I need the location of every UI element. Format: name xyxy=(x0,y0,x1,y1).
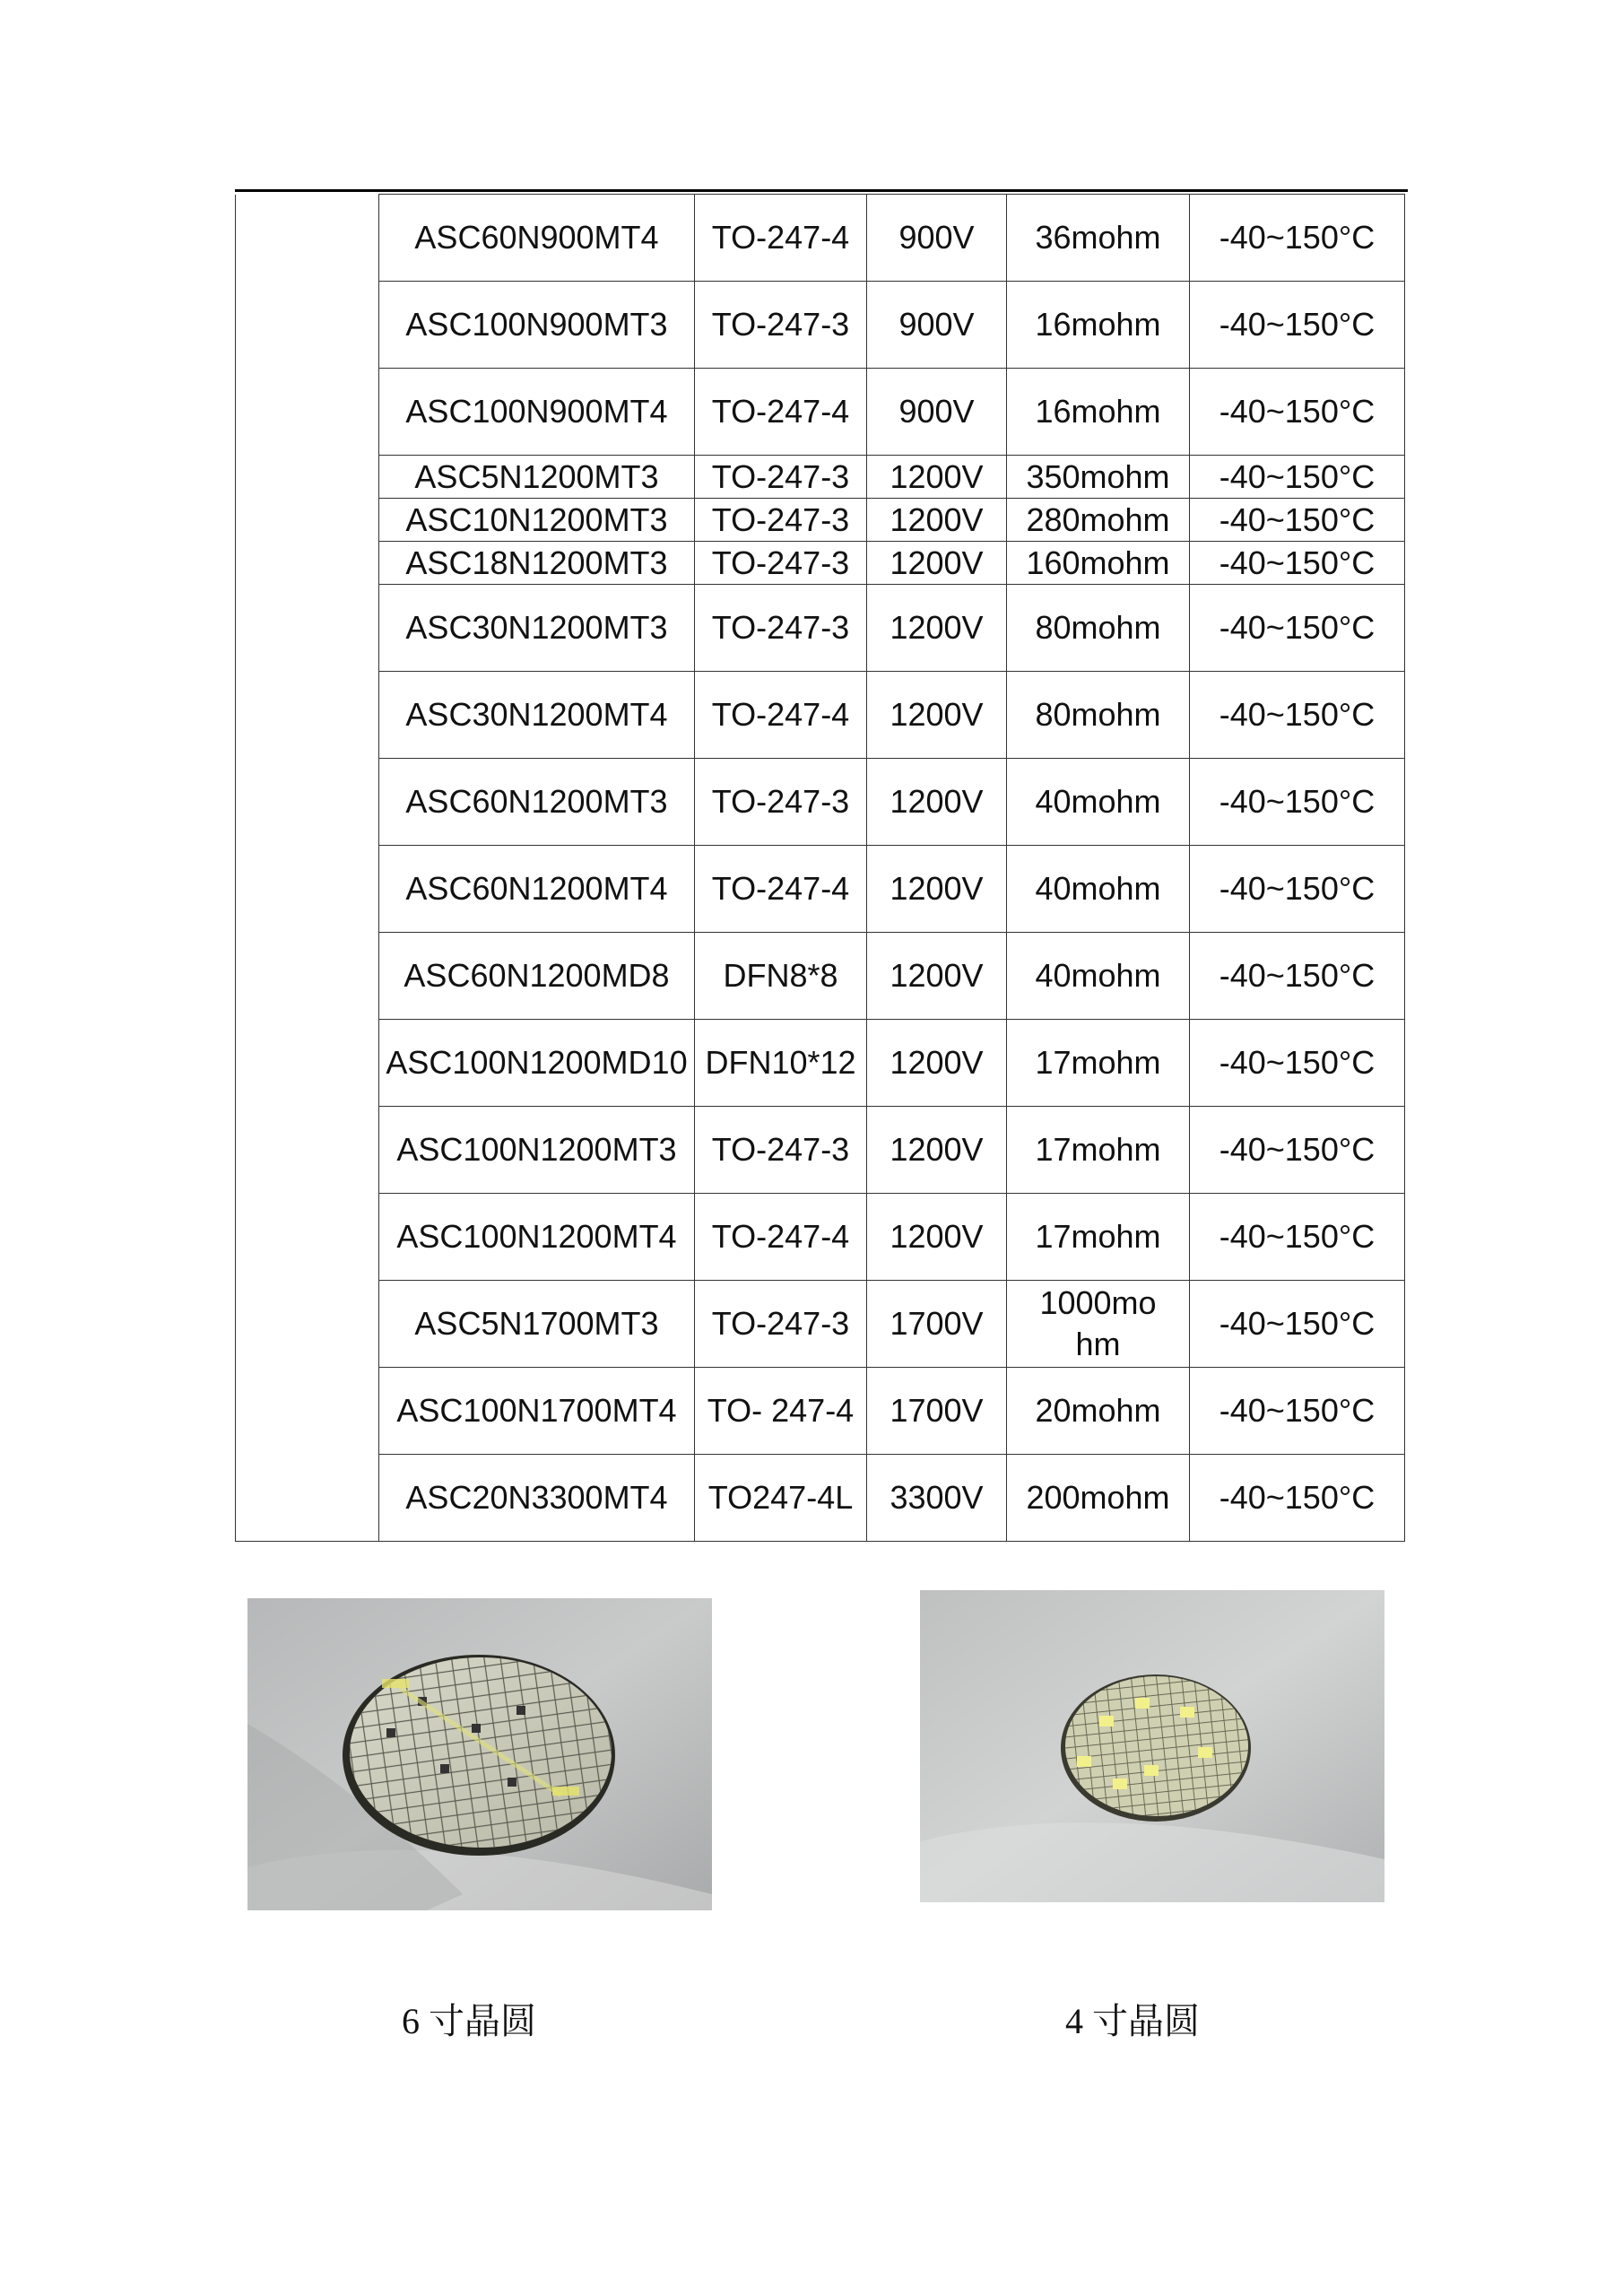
package-cell: TO247-4L xyxy=(695,1455,867,1542)
table-row xyxy=(236,933,1405,1020)
rds-on-cell: 40mohm xyxy=(1007,759,1190,846)
temperature-range-cell: -40~150°C xyxy=(1190,1368,1405,1455)
voltage-cell: 1700V xyxy=(867,1368,1007,1455)
voltage-cell: 3300V xyxy=(867,1455,1007,1542)
voltage-cell: 1200V xyxy=(867,542,1007,585)
rds-on-cell: 17mohm xyxy=(1007,1020,1190,1107)
voltage-cell: 1200V xyxy=(867,672,1007,759)
table-top-rule xyxy=(235,189,1408,192)
rds-on-cell: 16mohm xyxy=(1007,282,1190,369)
temperature-range-cell: -40~150°C xyxy=(1190,369,1405,456)
part-number-cell: ASC60N1200MT3 xyxy=(379,759,695,846)
rds-on-cell: 350mohm xyxy=(1007,456,1190,499)
table-row xyxy=(236,369,1405,456)
package-cell: TO-247-3 xyxy=(695,456,867,499)
table-row xyxy=(236,1368,1405,1455)
voltage-cell: 900V xyxy=(867,195,1007,282)
rds-on-cell: 17mohm xyxy=(1007,1194,1190,1281)
rds-on-cell: 20mohm xyxy=(1007,1368,1190,1455)
package-cell: TO-247-3 xyxy=(695,542,867,585)
temperature-range-cell: -40~150°C xyxy=(1190,499,1405,542)
rds-on-cell: 36mohm xyxy=(1007,195,1190,282)
table-row xyxy=(236,585,1405,672)
package-cell: TO-247-3 xyxy=(695,499,867,542)
rds-on-cell: 80mohm xyxy=(1007,585,1190,672)
package-cell: TO-247-3 xyxy=(695,282,867,369)
part-number-cell: ASC100N1200MT3 xyxy=(379,1107,695,1194)
temperature-range-cell: -40~150°C xyxy=(1190,1194,1405,1281)
temperature-range-cell: -40~150°C xyxy=(1190,456,1405,499)
package-cell: TO-247-4 xyxy=(695,195,867,282)
table-row xyxy=(236,672,1405,759)
part-number-cell: ASC100N900MT4 xyxy=(379,369,695,456)
rds-on-cell: 16mohm xyxy=(1007,369,1190,456)
voltage-cell: 1200V xyxy=(867,759,1007,846)
wafer-4inch-photo xyxy=(920,1590,1384,1902)
package-cell: DFN10*12 xyxy=(695,1020,867,1107)
temperature-range-cell: -40~150°C xyxy=(1190,759,1405,846)
part-number-cell: ASC100N900MT3 xyxy=(379,282,695,369)
voltage-cell: 1200V xyxy=(867,585,1007,672)
rds-on-cell: 200mohm xyxy=(1007,1455,1190,1542)
temperature-range-cell: -40~150°C xyxy=(1190,1020,1405,1107)
package-cell: TO-247-3 xyxy=(695,1107,867,1194)
package-cell: DFN8*8 xyxy=(695,933,867,1020)
rds-on-cell: 40mohm xyxy=(1007,933,1190,1020)
part-number-cell: ASC20N3300MT4 xyxy=(379,1455,695,1542)
table-row xyxy=(236,499,1405,542)
part-number-cell: ASC100N1200MT4 xyxy=(379,1194,695,1281)
temperature-range-cell: -40~150°C xyxy=(1190,933,1405,1020)
table-row xyxy=(236,195,1405,282)
voltage-cell: 1200V xyxy=(867,846,1007,933)
rds-on-cell: 40mohm xyxy=(1007,846,1190,933)
voltage-cell: 900V xyxy=(867,282,1007,369)
part-number-cell: ASC60N1200MT4 xyxy=(379,846,695,933)
temperature-range-cell: -40~150°C xyxy=(1190,542,1405,585)
part-number-cell: ASC30N1200MT4 xyxy=(379,672,695,759)
package-cell: TO-247-4 xyxy=(695,846,867,933)
temperature-range-cell: -40~150°C xyxy=(1190,585,1405,672)
part-number-cell: ASC30N1200MT3 xyxy=(379,585,695,672)
table-body xyxy=(236,195,1405,1542)
table-row xyxy=(236,1107,1405,1194)
part-number-cell: ASC10N1200MT3 xyxy=(379,499,695,542)
table-row xyxy=(236,1194,1405,1281)
table-row xyxy=(236,542,1405,585)
package-cell: TO-247-3 xyxy=(695,1281,867,1368)
package-cell: TO- 247-4 xyxy=(695,1368,867,1455)
voltage-cell: 1200V xyxy=(867,456,1007,499)
temperature-range-cell: -40~150°C xyxy=(1190,282,1405,369)
part-number-cell: ASC5N1700MT3 xyxy=(379,1281,695,1368)
table-row xyxy=(236,282,1405,369)
voltage-cell: 1200V xyxy=(867,933,1007,1020)
part-number-cell: ASC18N1200MT3 xyxy=(379,542,695,585)
wafer-6inch-caption: 6 寸晶圆 xyxy=(402,2001,536,2041)
package-cell: TO-247-4 xyxy=(695,1194,867,1281)
table-row xyxy=(236,759,1405,846)
part-number-cell: ASC60N1200MD8 xyxy=(379,933,695,1020)
package-cell: TO-247-4 xyxy=(695,672,867,759)
part-number-cell: ASC5N1200MT3 xyxy=(379,456,695,499)
voltage-cell: 1200V xyxy=(867,499,1007,542)
table-row xyxy=(236,1281,1405,1368)
temperature-range-cell: -40~150°C xyxy=(1190,1281,1405,1368)
voltage-cell: 1200V xyxy=(867,1194,1007,1281)
temperature-range-cell: -40~150°C xyxy=(1190,1107,1405,1194)
rds-on-cell: 160mohm xyxy=(1007,542,1190,585)
table-row xyxy=(236,846,1405,933)
category-cell xyxy=(236,195,379,1542)
voltage-cell: 1700V xyxy=(867,1281,1007,1368)
package-cell: TO-247-4 xyxy=(695,369,867,456)
wafer-6inch-photo xyxy=(247,1598,712,1910)
table-row xyxy=(236,456,1405,499)
temperature-range-cell: -40~150°C xyxy=(1190,195,1405,282)
voltage-cell: 900V xyxy=(867,369,1007,456)
part-number-cell: ASC100N1200MD10 xyxy=(379,1020,695,1107)
wafer-4inch-caption: 4 寸晶圆 xyxy=(1065,2001,1200,2041)
rds-on-cell: 17mohm xyxy=(1007,1107,1190,1194)
part-number-cell: ASC60N900MT4 xyxy=(379,195,695,282)
product-spec-table xyxy=(235,194,1405,1542)
rds-on-cell: 1000mohm xyxy=(1007,1281,1190,1368)
voltage-cell: 1200V xyxy=(867,1107,1007,1194)
part-number-cell: ASC100N1700MT4 xyxy=(379,1368,695,1455)
rds-on-cell: 280mohm xyxy=(1007,499,1190,542)
table-row xyxy=(236,1455,1405,1542)
package-cell: TO-247-3 xyxy=(695,759,867,846)
voltage-cell: 1200V xyxy=(867,1020,1007,1107)
temperature-range-cell: -40~150°C xyxy=(1190,846,1405,933)
table-row xyxy=(236,1020,1405,1107)
package-cell: TO-247-3 xyxy=(695,585,867,672)
rds-on-cell: 80mohm xyxy=(1007,672,1190,759)
temperature-range-cell: -40~150°C xyxy=(1190,1455,1405,1542)
temperature-range-cell: -40~150°C xyxy=(1190,672,1405,759)
